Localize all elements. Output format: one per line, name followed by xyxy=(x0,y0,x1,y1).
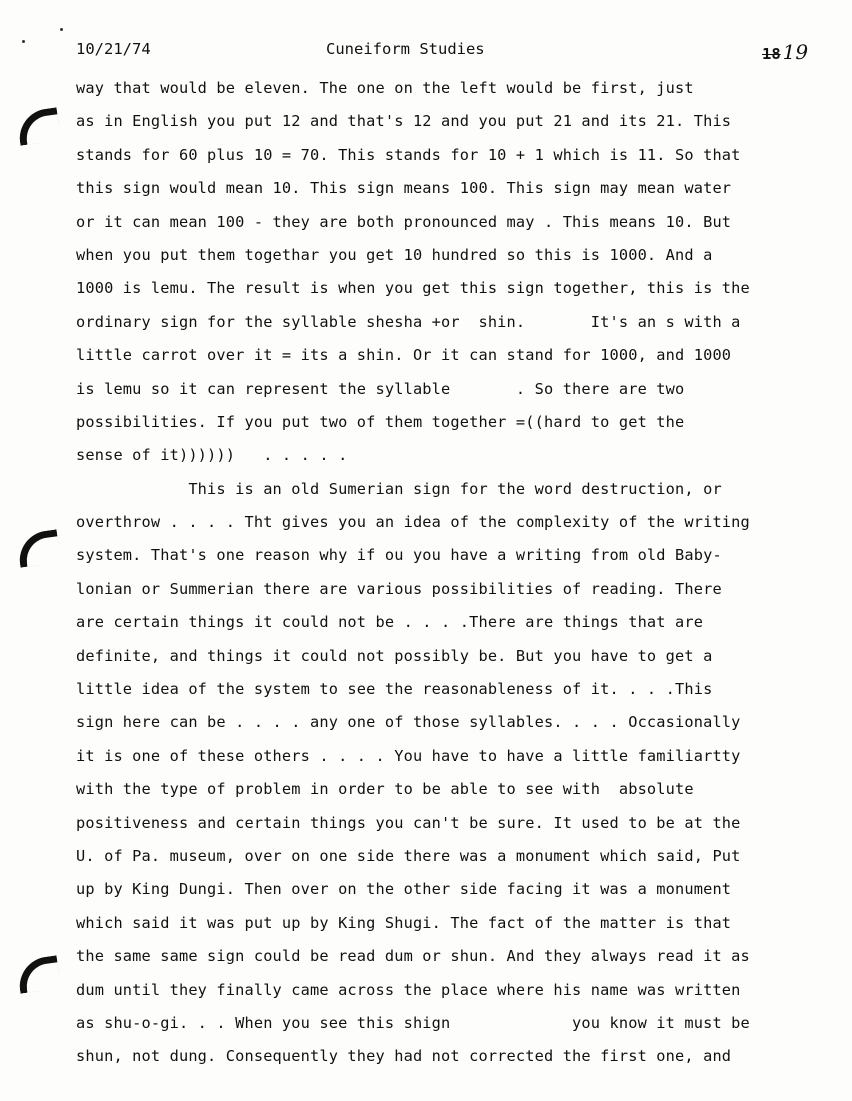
text-line: lonian or Summerian there are various possibilities of reading. There xyxy=(76,579,722,598)
text-line: ordinary sign for the syllable shesha +or shin. It's an s with a xyxy=(76,312,741,331)
text-line: it is one of these others . . . . You have to have a little familiartty xyxy=(76,746,741,765)
text-line: overthrow . . . . Tht gives you an idea of the complexity of the writing xyxy=(76,513,750,532)
text-line: or it can mean 100 - they are both pronounced may . This means 10. But xyxy=(76,212,732,231)
paper-speck xyxy=(22,40,25,43)
text-line: with the type of problem in order to be able to see with absolute xyxy=(76,780,694,799)
header-date: 10/21/74 xyxy=(76,40,151,58)
paper-speck xyxy=(60,28,63,31)
text-line: as shu-o-gi. . . When you see this shign you know it must be xyxy=(76,1013,750,1032)
text-line: way that would be eleven. The one on the left would be first, just xyxy=(76,79,694,97)
text-line: stands for 60 plus 10 = 70. This stands for 10 + 1 which is 11. So that xyxy=(76,145,741,164)
struck-page-number: 18 xyxy=(762,45,781,63)
text-line: is lemu so it can represent the syllable . So there are two xyxy=(76,379,685,398)
text-line: system. That's one reason why if ou you have a writing from old Baby- xyxy=(76,546,722,565)
text-line: definite, and things it could not possibly be. But you have to get a xyxy=(76,646,713,665)
text-line: which said it was put up by King Shugi. The fact of the matter is that xyxy=(76,913,732,932)
text-line: this sign would mean 10. This sign means 100. This sign may mean water xyxy=(76,179,732,198)
text-line: little carrot over it = its a shin. Or it can stand for 1000, and 1000 xyxy=(76,346,732,365)
text-line: U. of Pa. museum, over on one side there was a monument which said, Put xyxy=(76,846,741,865)
handwritten-page-number: 19 xyxy=(782,40,809,64)
text-line: dum until they finally came across the place where his name was written xyxy=(76,980,741,999)
text-line: This is an old Sumerian sign for the word destruction, or xyxy=(76,479,722,498)
text-line: sign here can be . . . . any one of those syllables. . . . Occasionally xyxy=(76,713,741,732)
text-line: when you put them togethar you get 10 hundred so this is 1000. And a xyxy=(76,245,713,264)
text-line: little idea of the system to see the reasonableness of it. . . .This xyxy=(76,680,713,699)
text-line: shun, not dung. Consequently they had not corrected the first one, and xyxy=(76,1047,732,1066)
text-line: are certain things it could not be . . . .There are things that are xyxy=(76,613,704,632)
text-line: positiveness and certain things you can't be sure. It used to be at the xyxy=(76,813,741,832)
punch-hole-mark xyxy=(16,529,61,567)
text-line: 1000 is lemu. The result is when you get this sign together, this is the xyxy=(76,279,750,298)
transcript-body xyxy=(76,72,816,1074)
page-number xyxy=(762,40,808,64)
text-line: sense of it)))))) . . . . . xyxy=(76,446,348,465)
text-line: as in English you put 12 and that's 12 and you put 21 and its 21. This xyxy=(76,112,732,131)
punch-hole-mark xyxy=(16,955,61,993)
text-line: up by King Dungi. Then over on the other side facing it was a monument xyxy=(76,880,732,899)
page-header xyxy=(76,40,812,64)
header-title: Cuneiform Studies xyxy=(326,40,485,58)
text-line: the same same sign could be read dum or shun. And they always read it as xyxy=(76,947,750,966)
text-line: possibilities. If you put two of them together =((hard to get the xyxy=(76,412,685,431)
punch-hole-mark xyxy=(16,107,61,145)
